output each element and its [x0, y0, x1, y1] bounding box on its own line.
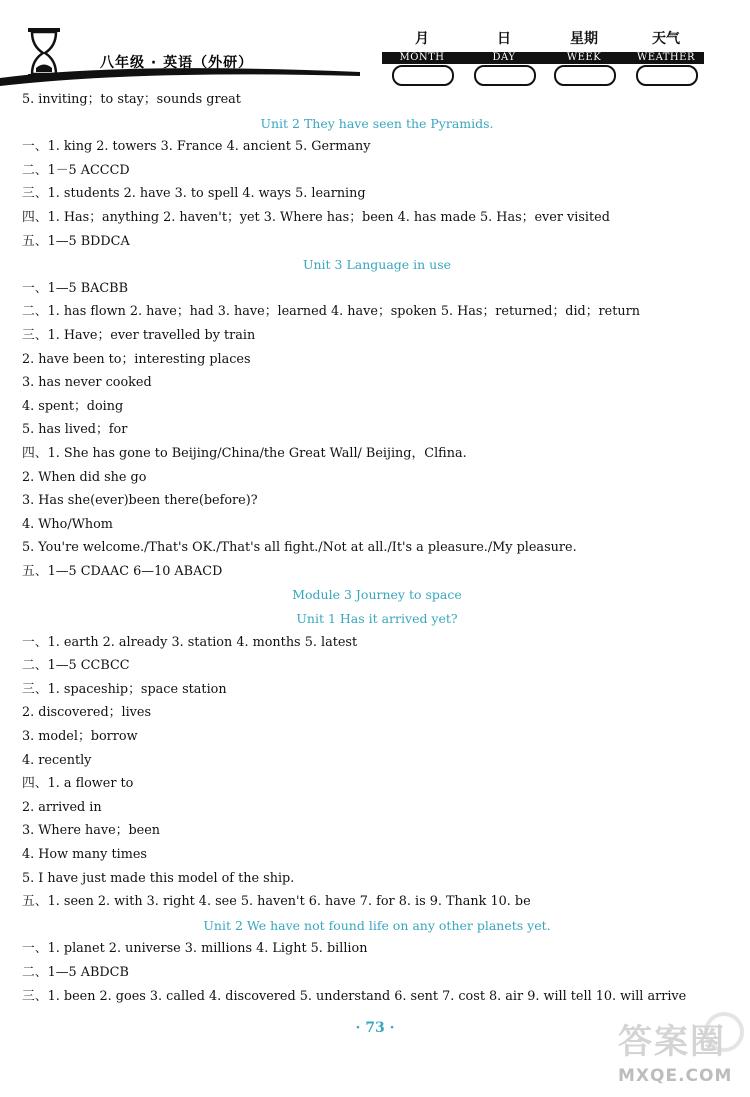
date-weather-box [382, 28, 704, 88]
answer-line: 三、1. been 2. goes 3. called 4. discovered 5. understand 6. sent 7. cost 8. air 9. will tell 10. will arrive [22, 988, 687, 1004]
answer-line: 2. When did she go [22, 469, 147, 485]
answer-line: 2. have been to；interesting places [22, 351, 251, 367]
answer-line: 二、1—5 CCBCC [22, 658, 130, 674]
answer-line: 三、1. Have；ever travelled by train [22, 327, 256, 343]
answer-line: 3. has never cooked [22, 375, 152, 391]
answer-line: 5. inviting；to stay；sounds great [22, 92, 241, 107]
answer-line: 三、1. spaceship；space station [22, 681, 227, 697]
weather-field [636, 65, 698, 86]
answer-line: 二、1. has flown 2. have；had 3. have；learned 4. have；spoken 5. Has；returned；did；return [22, 304, 640, 320]
answer-line: 5. has lived；for [22, 422, 128, 438]
hourglass-icon [26, 28, 62, 78]
answer-line: 一、1. earth 2. already 3. station 4. months 5. latest [22, 634, 358, 650]
answer-line: 4. How many times [22, 847, 147, 862]
answer-line: 一、1. king 2. towers 3. France 4. ancient 5. Germany [22, 139, 371, 155]
answer-line: 四、1. Has；anything 2. haven't；yet 3. Where has；been 4. has made 5. Has；ever visited [22, 209, 610, 225]
day-label: 日 [497, 31, 511, 47]
answer-line: 3. Where have；been [22, 823, 161, 839]
answer-line: 一、1. planet 2. universe 3. millions 4. Light 5. billion [22, 941, 368, 957]
week-label-en: WEEK [566, 52, 602, 63]
answer-line: 二、1－5 ACCCD [22, 162, 130, 178]
answer-line: 5. You're welcome./That's OK./That's all fight./Not at all./It's a pleasure./My pleasure. [22, 540, 577, 556]
section-heading: Unit 2 They have seen the Pyramids. [260, 115, 494, 131]
answer-line: 五、1. seen 2. with 3. right 4. see 5. haven't 6. have 7. for 8. is 9. Thank 10. be [22, 894, 531, 910]
week-field [554, 65, 616, 86]
weather-label: 天气 [652, 31, 680, 47]
answer-line: 一、1—5 BACBB [22, 280, 128, 296]
section-heading: Unit 3 Language in use [302, 257, 452, 273]
answer-line: 4. recently [22, 752, 92, 768]
watermark-text-cn: 答案圈 [618, 1022, 726, 1062]
answer-line: 二、1—5 ABDCB [22, 964, 129, 980]
section-heading: Module 3 Journey to space [292, 587, 462, 603]
answer-line: 4. spent；doing [22, 398, 124, 414]
week-label: 星期 [570, 31, 598, 47]
answer-line: 4. Who/Whom [22, 516, 113, 532]
section-heading: Unit 1 Has it arrived yet? [296, 611, 458, 627]
day-label-en: DAY [492, 52, 516, 63]
month-field [392, 65, 454, 86]
answer-line: 四、1. She has gone to Beijing/China/the Great Wall/ Beijing，Clfina. [22, 445, 467, 461]
answer-line: 3. model；borrow [22, 729, 138, 745]
answer-line: 5. I have just made this model of the ship. [22, 870, 295, 886]
page-number: · 73 · [355, 1020, 395, 1036]
answer-line: 三、1. students 2. have 3. to spell 4. ways 5. learning [22, 186, 366, 202]
answer-key-content [22, 88, 732, 1008]
day-field [474, 65, 536, 86]
watermark-text-en: MXQE.COM [618, 1066, 733, 1086]
weather-label-en: WEATHER [637, 52, 695, 63]
answer-line: 3. Has she(ever)been there(before)? [22, 493, 258, 509]
month-label-en: MONTH [399, 52, 445, 63]
section-heading: Unit 2 We have not found life on any other planets yet. [203, 917, 551, 933]
answer-line: 五、1—5 BDDCA [22, 233, 130, 249]
answer-line: 四、1. a flower to [22, 776, 134, 792]
answer-line: 2. discovered；lives [22, 705, 152, 721]
answer-line: 五、1—5 CDAAC 6—10 ABACD [22, 563, 223, 579]
page-header [0, 0, 750, 92]
month-label: 月 [415, 31, 429, 47]
answer-line: 2. arrived in [22, 799, 102, 815]
grade-subject-title: 八年级 · 英语（外研） [100, 55, 254, 71]
